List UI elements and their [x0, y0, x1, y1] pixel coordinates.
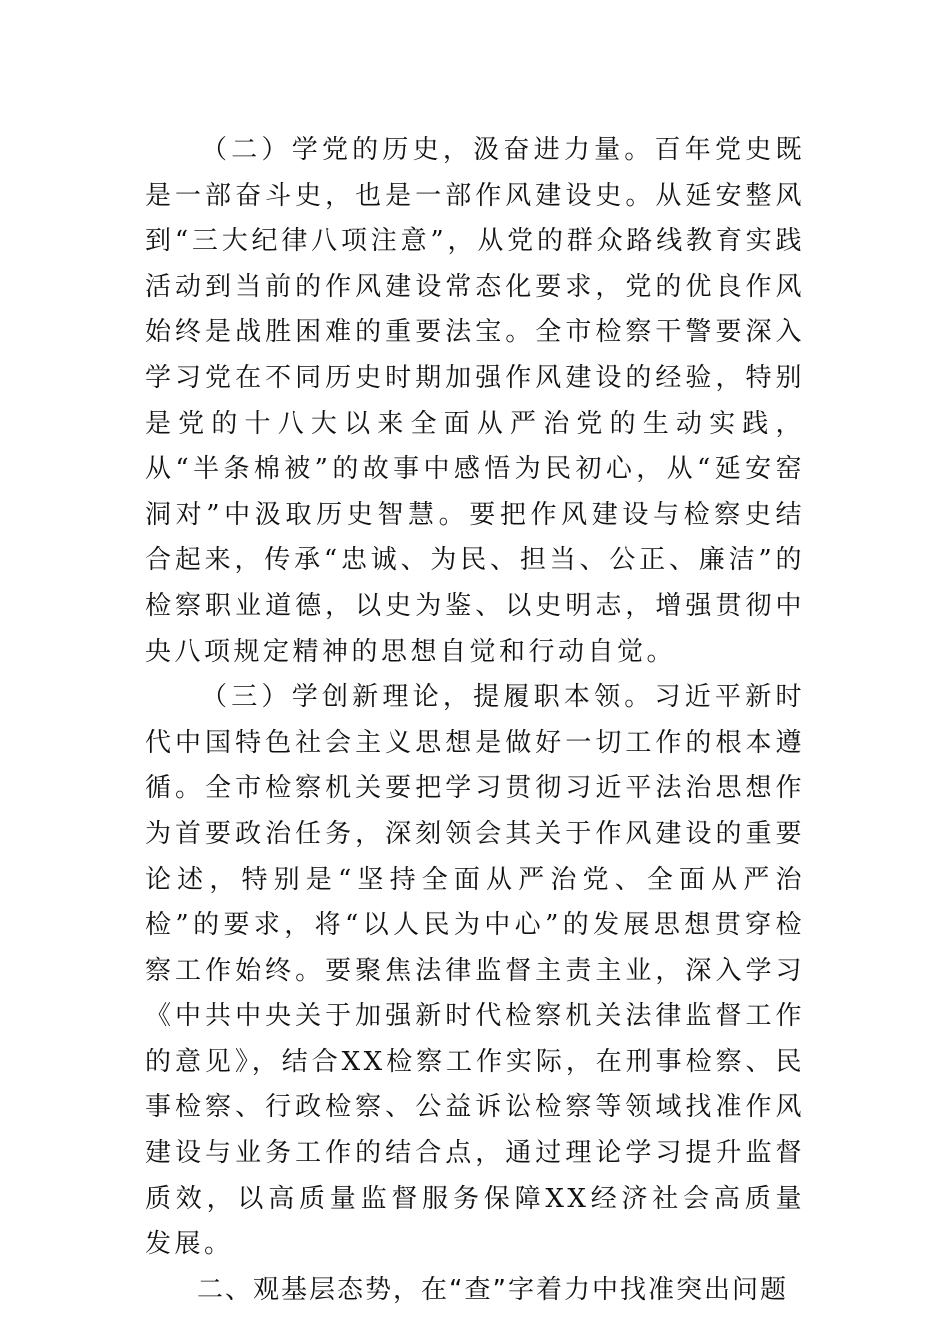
paragraph-study-innovative-theory: （三）学创新理论，提履职本领。习近平新时代中国特色社会主义思想是做好一切工作的根本遵循。全市检察机关要把学习贯彻习近平法治思想作为首要政治任务，深刻领会其关于作风建设的重要论述，特别是“坚持全面从严治党、全面从严治检”的要求，将“以人民为中心”的发展思想贯穿检察工作始终。要聚焦法律监督主责主业，深入学习《中共中央关于加强新时代检察机关法律监督工作的意见》，结合XX检察工作实际，在刑事检察、民事检察、行政检察、公益诉讼检察等领域找准作风建设与业务工作的结合点，通过理论学习提升监督质效，以高质量监督服务保障XX经济社会高质量发展。 — [145, 682, 805, 1260]
document-body — [145, 128, 805, 1313]
paragraph-study-party-history: （二）学党的历史，汲奋进力量。百年党史既是一部奋斗史，也是一部作风建设史。从延安整风到“三大纪律八项注意”，从党的群众路线教育实践活动到当前的作风建设常态化要求，党的优良作风始终是战胜困难的重要法宝。全市检察干警要深入学习党在不同历史时期加强作风建设的经验，特别是党的十八大以来全面从严治党的生动实践，从“半条棉被”的故事中感悟为民初心，从“延安窑洞对”中汲取历史智慧。要把作风建设与检察史结合起来，传承“忠诚、为民、担当、公正、廉洁”的检察职业道德，以史为鉴、以史明志，增强贯彻中央八项规定精神的思想自觉和行动自觉。 — [145, 135, 805, 667]
section-heading: 二、观基层态势，在“查”字着力中找准突出问题 — [197, 1274, 788, 1305]
